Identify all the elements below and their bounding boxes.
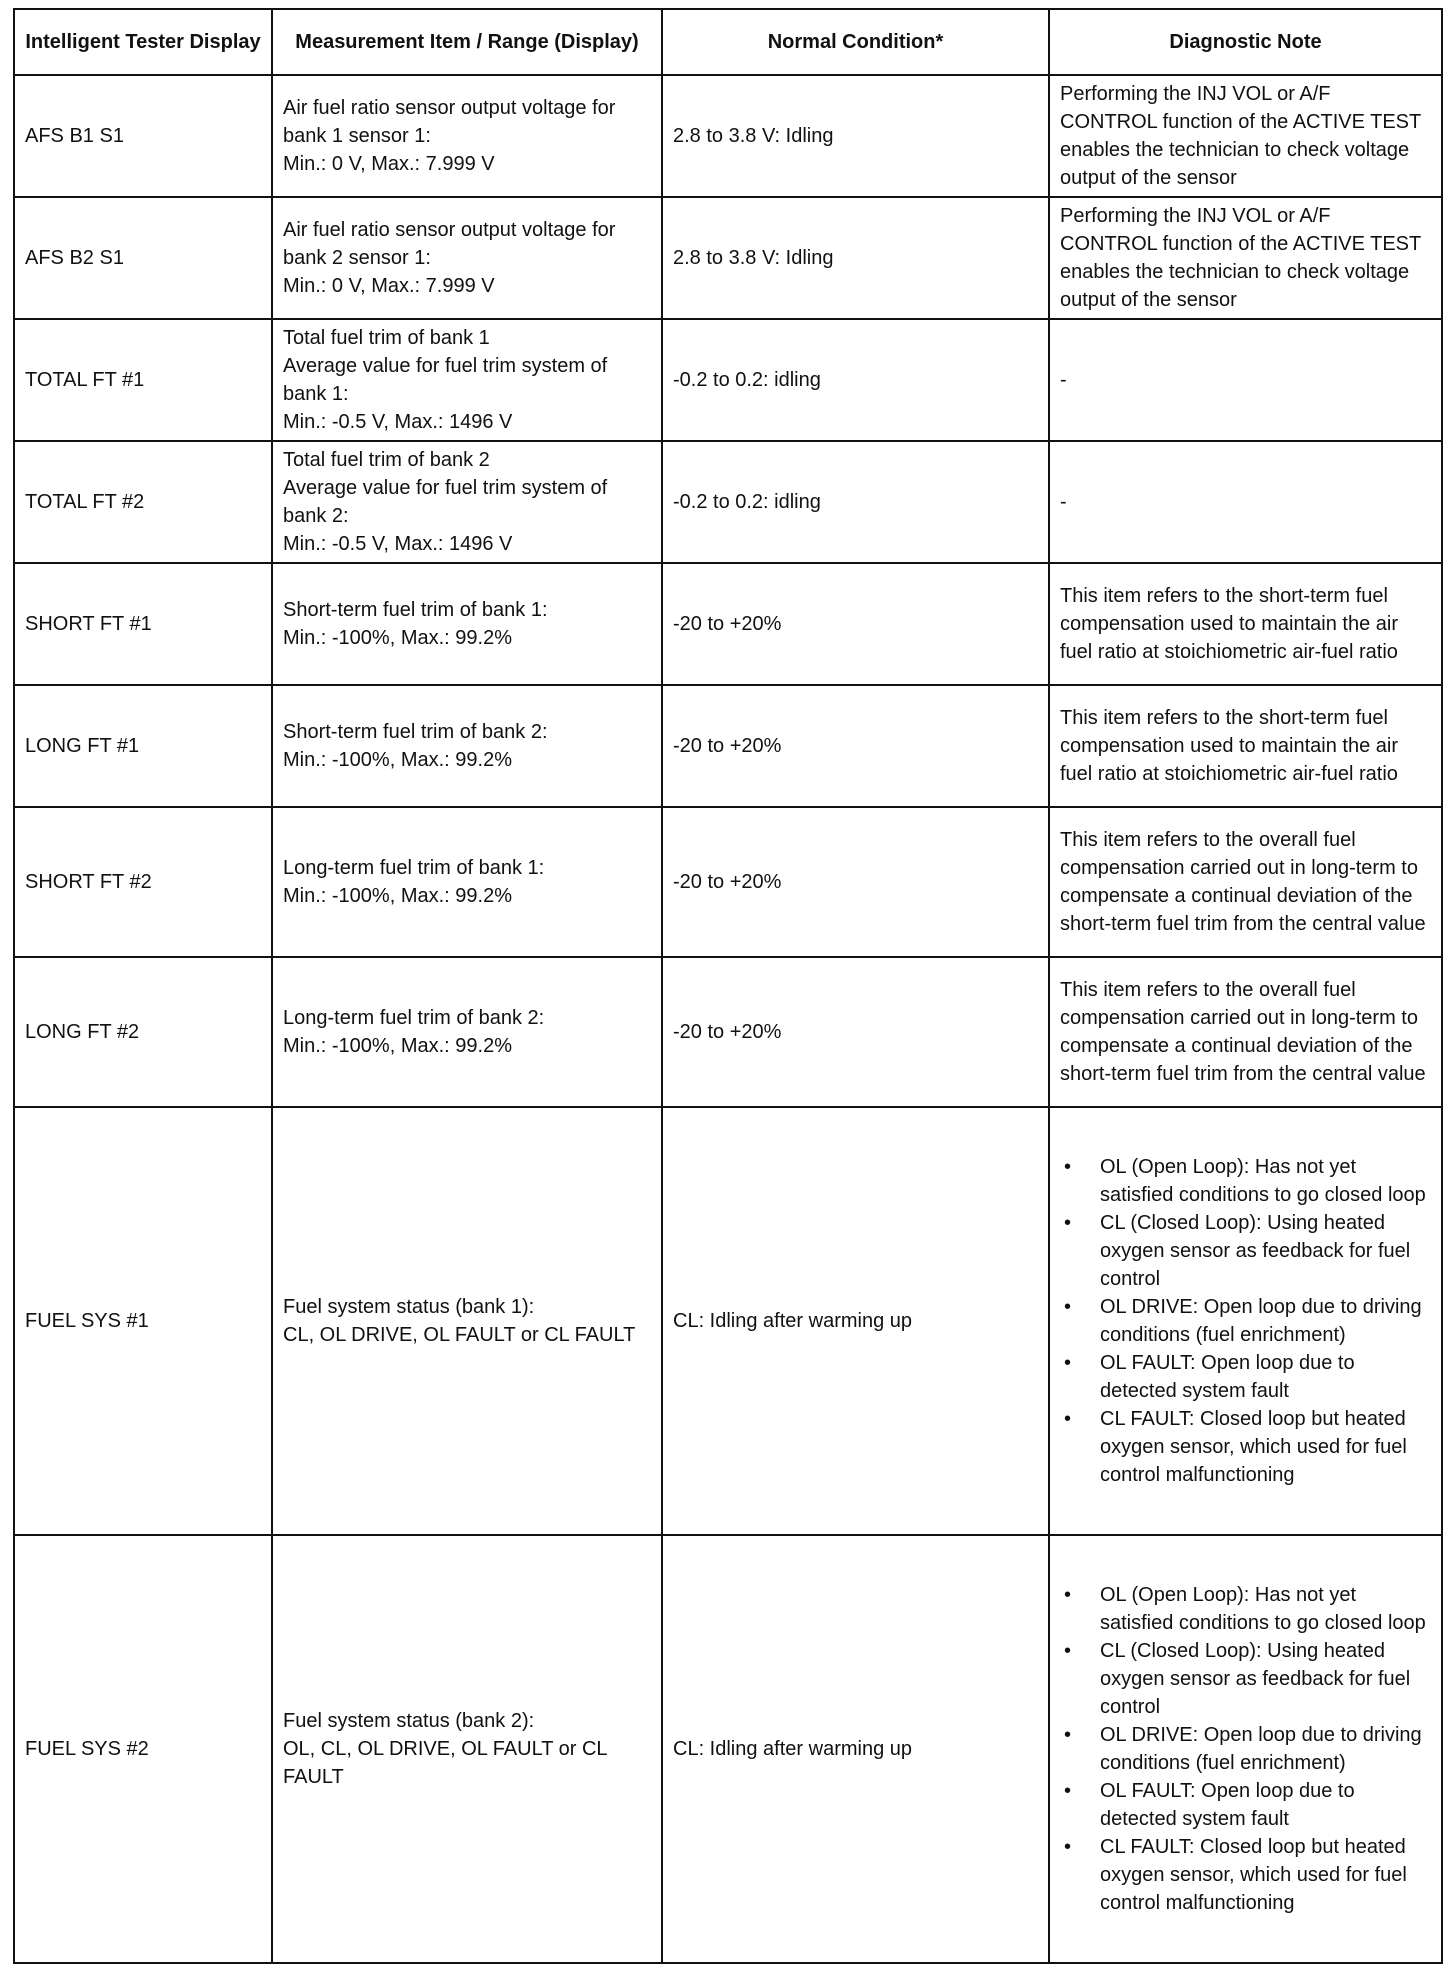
diagnostic-note-cell: This item refers to the short-term fuel compensation used to maintain the air fuel ratio at stoichiometric air-fuel ratio — [1049, 563, 1442, 685]
table-row — [14, 75, 1442, 197]
tester-display-cell: FUEL SYS #2 — [14, 1535, 272, 1963]
tester-display-cell: TOTAL FT #2 — [14, 441, 272, 563]
diagnostic-note-cell: Performing the INJ VOL or A/F CONTROL function of the ACTIVE TEST enables the technician to check voltage output of the sensor — [1049, 75, 1442, 197]
diagnostic-note-bullet: • OL DRIVE: Open loop due to driving conditions (fuel enrichment) — [1060, 1721, 1431, 1777]
measurement-item-line: Total fuel trim of bank 1 — [283, 327, 490, 349]
normal-condition-cell: -20 to +20% — [662, 685, 1049, 807]
normal-condition-cell: 2.8 to 3.8 V: Idling — [662, 197, 1049, 319]
measurement-item-line: Long-term fuel trim of bank 1: — [283, 857, 545, 879]
header-tester-display: Intelligent Tester Display — [14, 9, 272, 75]
measurement-item-cell — [272, 197, 662, 319]
measurement-item-cell — [272, 441, 662, 563]
measurement-item-line: Short-term fuel trim of bank 2: — [283, 721, 548, 743]
table-row — [14, 563, 1442, 685]
measurement-item-line: Total fuel trim of bank 2 — [283, 449, 490, 471]
measurement-item-cell — [272, 319, 662, 441]
table-row — [14, 685, 1442, 807]
measurement-item-line: Air fuel ratio sensor output voltage for bank 2 sensor 1: — [283, 219, 616, 269]
diagnostic-note-bullet: • OL DRIVE: Open loop due to driving conditions (fuel enrichment) — [1060, 1293, 1431, 1349]
tester-display-cell: SHORT FT #2 — [14, 807, 272, 957]
normal-condition-cell: -0.2 to 0.2: idling — [662, 441, 1049, 563]
data-list-table — [13, 8, 1443, 1964]
tester-display-cell: LONG FT #1 — [14, 685, 272, 807]
diagnostic-note-cell — [1049, 1107, 1442, 1535]
normal-condition-cell: CL: Idling after warming up — [662, 1535, 1049, 1963]
measurement-item-line: Min.: -100%, Max.: 99.2% — [283, 1035, 512, 1057]
measurement-item-cell — [272, 1535, 662, 1963]
table-row — [14, 957, 1442, 1107]
tester-display-cell: LONG FT #2 — [14, 957, 272, 1107]
measurement-item-cell — [272, 807, 662, 957]
tester-display-cell: TOTAL FT #1 — [14, 319, 272, 441]
diagnostic-note-bullet: • OL (Open Loop): Has not yet satisfied conditions to go closed loop — [1060, 1153, 1431, 1209]
diagnostic-note-list — [1060, 1581, 1431, 1917]
diagnostic-note-cell: - — [1049, 319, 1442, 441]
tester-display-cell: SHORT FT #1 — [14, 563, 272, 685]
measurement-item-line: Min.: 0 V, Max.: 7.999 V — [283, 275, 495, 297]
diagnostic-note-bullet: • OL FAULT: Open loop due to detected system fault — [1060, 1349, 1431, 1405]
tester-display-cell: FUEL SYS #1 — [14, 1107, 272, 1535]
measurement-item-line: Min.: -0.5 V, Max.: 1496 V — [283, 533, 513, 555]
measurement-item-line: CL, OL DRIVE, OL FAULT or CL FAULT — [283, 1324, 636, 1346]
table-row — [14, 1107, 1442, 1535]
normal-condition-cell: -20 to +20% — [662, 563, 1049, 685]
diagnostic-note-cell: Performing the INJ VOL or A/F CONTROL function of the ACTIVE TEST enables the technician to check voltage output of the sensor — [1049, 197, 1442, 319]
measurement-item-line: Min.: -100%, Max.: 99.2% — [283, 749, 512, 771]
table-row — [14, 319, 1442, 441]
diagnostic-note-cell: This item refers to the overall fuel compensation carried out in long-term to compensate a continual deviation of the short-term fuel trim from the central value — [1049, 807, 1442, 957]
diagnostic-note-cell: This item refers to the short-term fuel compensation used to maintain the air fuel ratio at stoichiometric air-fuel ratio — [1049, 685, 1442, 807]
tester-display-cell: AFS B2 S1 — [14, 197, 272, 319]
diagnostic-note-bullet: • CL (Closed Loop): Using heated oxygen sensor as feedback for fuel control — [1060, 1209, 1431, 1293]
header-row — [14, 9, 1442, 75]
measurement-item-cell — [272, 1107, 662, 1535]
normal-condition-cell: 2.8 to 3.8 V: Idling — [662, 75, 1049, 197]
header-measurement-item: Measurement Item / Range (Display) — [272, 9, 662, 75]
measurement-item-line: Average value for fuel trim system of bank 1: — [283, 355, 608, 405]
diagnostic-note-cell: - — [1049, 441, 1442, 563]
measurement-item-cell — [272, 685, 662, 807]
measurement-item-cell — [272, 563, 662, 685]
measurement-item-line: Min.: 0 V, Max.: 7.999 V — [283, 153, 495, 175]
diagnostic-note-bullet: • OL FAULT: Open loop due to detected system fault — [1060, 1777, 1431, 1833]
measurement-item-line: Fuel system status (bank 2): — [283, 1710, 535, 1732]
normal-condition-cell: -0.2 to 0.2: idling — [662, 319, 1049, 441]
table-row — [14, 1535, 1442, 1963]
diagnostic-note-bullet: • CL FAULT: Closed loop but heated oxygen sensor, which used for fuel control malfunctioning — [1060, 1405, 1431, 1489]
header-diagnostic-note: Diagnostic Note — [1049, 9, 1442, 75]
table-row — [14, 807, 1442, 957]
measurement-item-line: Min.: -100%, Max.: 99.2% — [283, 627, 512, 649]
diagnostic-note-cell — [1049, 1535, 1442, 1963]
measurement-item-line: Long-term fuel trim of bank 2: — [283, 1007, 545, 1029]
table-row — [14, 197, 1442, 319]
table-body — [14, 75, 1442, 1963]
header-normal-condition: Normal Condition* — [662, 9, 1049, 75]
table-row — [14, 441, 1442, 563]
normal-condition-cell: -20 to +20% — [662, 807, 1049, 957]
measurement-item-line: Air fuel ratio sensor output voltage for bank 1 sensor 1: — [283, 97, 616, 147]
measurement-item-cell — [272, 957, 662, 1107]
measurement-item-cell — [272, 75, 662, 197]
diagnostic-note-list — [1060, 1153, 1431, 1489]
measurement-item-line: OL, CL, OL DRIVE, OL FAULT or CL FAULT — [283, 1738, 607, 1788]
diagnostic-note-bullet: • OL (Open Loop): Has not yet satisfied conditions to go closed loop — [1060, 1581, 1431, 1637]
diagnostic-note-cell: This item refers to the overall fuel compensation carried out in long-term to compensate a continual deviation of the short-term fuel trim from the central value — [1049, 957, 1442, 1107]
measurement-item-line: Min.: -0.5 V, Max.: 1496 V — [283, 411, 513, 433]
normal-condition-cell: -20 to +20% — [662, 957, 1049, 1107]
diagnostic-note-bullet: • CL FAULT: Closed loop but heated oxygen sensor, which used for fuel control malfunctioning — [1060, 1833, 1431, 1917]
measurement-item-line: Fuel system status (bank 1): — [283, 1296, 535, 1318]
measurement-item-line: Average value for fuel trim system of bank 2: — [283, 477, 608, 527]
diagnostic-note-bullet: • CL (Closed Loop): Using heated oxygen sensor as feedback for fuel control — [1060, 1637, 1431, 1721]
normal-condition-cell: CL: Idling after warming up — [662, 1107, 1049, 1535]
measurement-item-line: Min.: -100%, Max.: 99.2% — [283, 885, 512, 907]
measurement-item-line: Short-term fuel trim of bank 1: — [283, 599, 548, 621]
tester-display-cell: AFS B1 S1 — [14, 75, 272, 197]
